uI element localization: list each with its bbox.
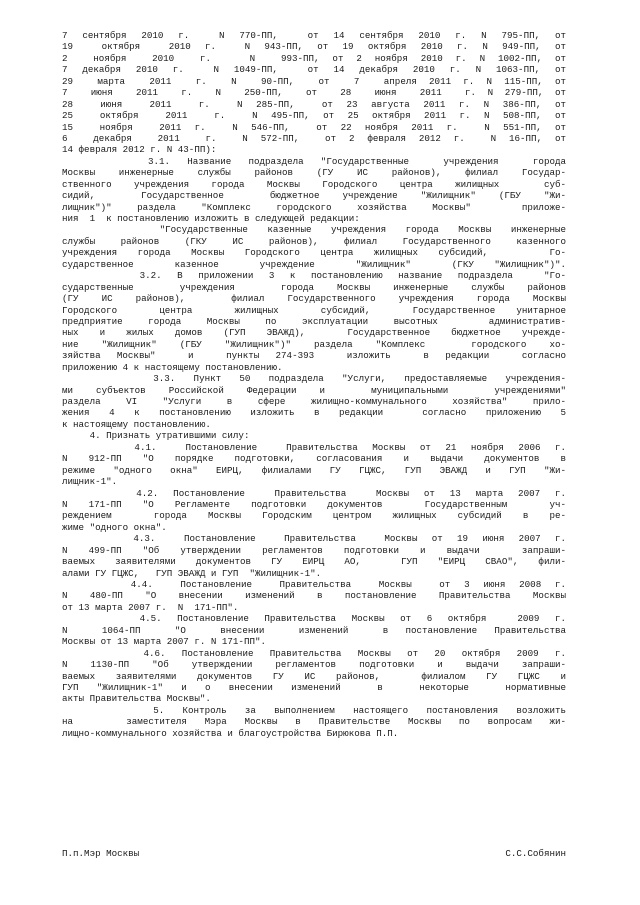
text-line: 7 декабря 2010 г. N 1049-ПП, от 14 декабря 2010 г. N 1063-ПП, от bbox=[62, 64, 566, 76]
text-line: 4.3. Постановление Правительства Москвы от 19 июня 2007 г. bbox=[62, 533, 566, 545]
text-line: реждением города Москвы Городским центром жилищных субсидий в ре- bbox=[62, 510, 566, 522]
text-line: 4. Признать утратившими силу: bbox=[62, 430, 250, 442]
text-line: 4.1. Постановление Правительства Москвы от 21 ноября 2006 г. bbox=[62, 441, 566, 453]
text-line: N 171-ПП "О Регламенте подготовки документов Государственным уч- bbox=[62, 498, 566, 510]
text-line: жиме "одного окна". bbox=[62, 521, 167, 533]
text-line: (ГУ ИС районов), филиал Государственного учреждения города Москвы bbox=[62, 293, 566, 305]
text-line: службы районов (ГКУ ИС районов), филиал Государственного казенного bbox=[62, 235, 566, 247]
text-line: учреждения города Москвы Городского центра жилищных субсидий, Го- bbox=[62, 247, 566, 259]
text-line: 3.3. Пункт 50 подраздела "Услуги, предоставляемые учреждения- bbox=[62, 373, 566, 385]
text-line: от 13 марта 2007 г. N 171-ПП". bbox=[62, 601, 239, 613]
text-line: ния 1 к постановлению изложить в следующей редакции: bbox=[62, 213, 360, 224]
text-line: 5. Контроль за выполнением настоящего постановления возложить bbox=[62, 704, 566, 716]
text-line: лищник-1". bbox=[62, 476, 118, 488]
text-line: 7 июня 2011 г. N 250-ПП, от 28 июня 2011 г. N 279-ПП, от bbox=[62, 87, 566, 99]
text-line: жения 4 к постановлению изложить в редакции согласно приложению 5 bbox=[62, 407, 566, 419]
text-line: N 499-ПП "Об утверждении регламентов подготовки и выдачи запраши- bbox=[62, 544, 566, 556]
text-line: сударственное казенное учреждение "Жилищник" (ГКУ "Жилищник")". bbox=[62, 258, 566, 270]
text-line: ваемых заявителями документов ГУ ИС районов, филиалом ГУ ГЦЖС и bbox=[62, 670, 566, 682]
text-line: N 1064-ПП "О внесении изменений в постановление Правительства bbox=[62, 624, 566, 636]
text-line: ственного учреждения города Москвы Городского центра жилищных суб- bbox=[62, 178, 566, 190]
text-line: ваемых заявителями документов ГУ ЕИРЦ АО, ГУП "ЕИРЦ СВАО", фили- bbox=[62, 556, 566, 568]
signature-block bbox=[62, 848, 566, 860]
text-line: 7 сентября 2010 г. N 770-ПП, от 14 сентября 2010 г. N 795-ПП, от bbox=[62, 30, 566, 41]
text-line: ми субъектов Российской Федерации и муниципальными учреждениями" bbox=[62, 384, 566, 396]
text-line: сидий, Государственное бюджетное учреждение "Жилищник" (ГБУ "Жи- bbox=[62, 190, 566, 202]
text-line: 28 июня 2011 г. N 285-ПП, от 23 августа 2011 г. N 386-ПП, от bbox=[62, 98, 566, 110]
text-line: к настоящему постановлению. bbox=[62, 418, 211, 430]
text-line: "Государственные казенные учреждения города Москвы инженерные bbox=[62, 224, 566, 236]
signatory-position: П.п.Мэр Москвы bbox=[62, 848, 140, 859]
text-line: лищник")" раздела "Комплекс городского хозяйства Москвы" приложе- bbox=[62, 201, 566, 213]
text-line: 4.5. Постановление Правительства Москвы от 6 октября 2009 г. bbox=[62, 613, 566, 625]
text-line: 19 октября 2010 г. N 943-ПП, от 19 октября 2010 г. N 949-ПП, от bbox=[62, 41, 566, 53]
text-line: 29 марта 2011 г. N 90-ПП, от 7 апреля 2011 г. N 115-ПП, от bbox=[62, 75, 566, 87]
text-line: 25 октября 2011 г. N 495-ПП, от 25 октября 2011 г. N 508-ПП, от bbox=[62, 110, 566, 122]
text-line: лищно-коммунального хозяйства и благоустройства Бирюкова П.П. bbox=[62, 727, 399, 739]
text-line: 14 февраля 2012 г. N 43-ПП): bbox=[62, 144, 217, 156]
text-line: алами ГУ ГЦЖС, ГУП ЭВАЖД и ГУП "Жилищник-1". bbox=[62, 567, 322, 579]
text-line: ГУП "Жилищник-1" и о внесении изменений в некоторые нормативные bbox=[62, 681, 566, 693]
text-line: зяйства Москвы" и пункты 274-393 изложить в редакции согласно bbox=[62, 350, 566, 362]
text-line: ных и жилых домов (ГУП ЭВАЖД), Государственное бюджетное учрежде- bbox=[62, 327, 566, 339]
text-line: 6 декабря 2011 г. N 572-ПП, от 2 февраля 2012 г. N 16-ПП, от bbox=[62, 132, 566, 144]
document-body bbox=[62, 30, 566, 739]
text-line: Городского центра жилищных субсидий, Государственное унитарное bbox=[62, 304, 566, 316]
text-line: 3.1. Название подраздела "Государственные учреждения города bbox=[62, 155, 566, 167]
text-line: Москвы от 13 марта 2007 г. N 171-ПП". bbox=[62, 636, 266, 648]
text-line: приложению 4 к настоящему постановлению. bbox=[62, 361, 283, 373]
text-line: акты Правительства Москвы". bbox=[62, 693, 211, 705]
signatory-name: С.С.Собянин bbox=[505, 848, 566, 859]
text-line: N 1130-ПП "Об утверждении регламентов подготовки и выдачи запраши- bbox=[62, 659, 566, 671]
text-line: режиме "одного окна" ЕИРЦ, филиалами ГУ ГЦЖС, ГУП ЭВАЖД и ГУП "Жи- bbox=[62, 464, 566, 476]
text-line: ние "Жилищник" (ГБУ "Жилищник")" раздела "Комплекс городского хо- bbox=[62, 338, 566, 350]
text-line: предприятие города Москвы по эксплуатации высотных административ- bbox=[62, 315, 566, 327]
text-line: раздела VI "Услуги в сфере жилищно-коммунального хозяйства" прило- bbox=[62, 396, 566, 407]
text-line: 4.2. Постановление Правительства Москвы от 13 марта 2007 г. bbox=[62, 487, 566, 499]
text-line: 3.2. В приложении 3 к постановлению название подраздела "Го- bbox=[62, 270, 566, 282]
text-line: 2 ноября 2010 г. N 993-ПП, от 2 ноября 2010 г. N 1002-ПП, от bbox=[62, 52, 566, 64]
text-line: Москвы инженерные службы районов (ГУ ИС районов), филиал Государ- bbox=[62, 167, 566, 179]
text-line: N 912-ПП "О порядке подготовки, согласования и выдачи документов в bbox=[62, 453, 566, 465]
text-line: 4.4. Постановление Правительства Москвы от 3 июня 2008 г. bbox=[62, 579, 566, 590]
text-line: на заместителя Мэра Москвы в Правительстве Москвы по вопросам жи- bbox=[62, 716, 566, 728]
text-line: 15 ноября 2011 г. N 546-ПП, от 22 ноября 2011 г. N 551-ПП, от bbox=[62, 121, 566, 133]
text-line: 4.6. Постановление Правительства Москвы от 20 октября 2009 г. bbox=[62, 647, 566, 659]
text-line: N 480-ПП "О внесении изменений в постановление Правительства Москвы bbox=[62, 590, 566, 602]
text-line: сударственные учреждения города Москвы инженерные службы районов bbox=[62, 281, 566, 293]
